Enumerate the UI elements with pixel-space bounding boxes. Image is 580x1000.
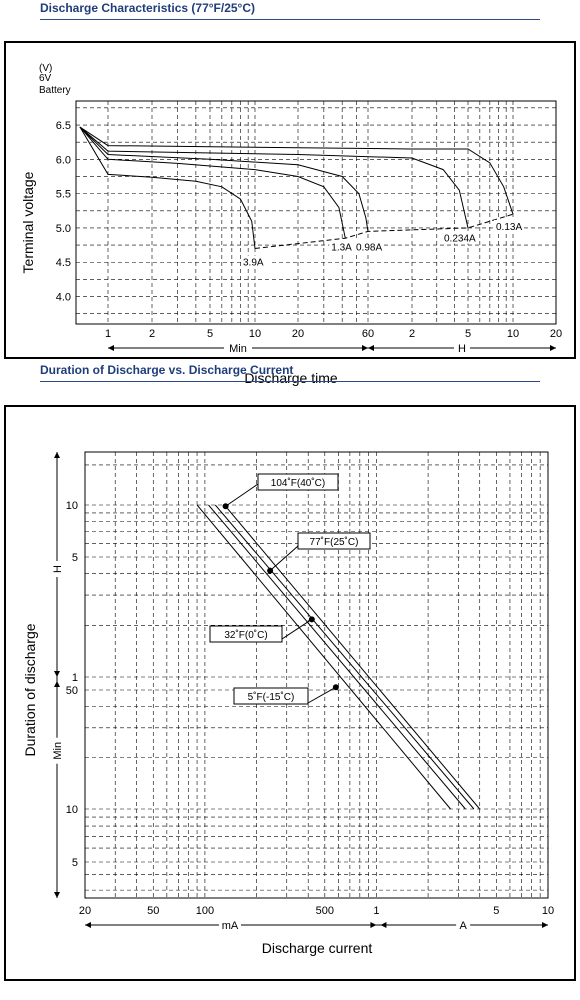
- x-tick-label: 60: [361, 328, 375, 340]
- range-arrowhead: [54, 681, 60, 687]
- range-arrowhead: [368, 345, 374, 351]
- x-tick-label: 2: [408, 328, 416, 340]
- x-tick-label: 10: [248, 328, 262, 340]
- y-unit-h: H: [52, 565, 64, 573]
- curve-label: 0.234A: [444, 233, 476, 245]
- annotation-leader: [308, 687, 336, 703]
- y-axis-title: Duration of discharge: [22, 623, 38, 757]
- y-tick-label: 5.0: [55, 222, 71, 235]
- y-axis-title: Terminal voltage: [20, 171, 36, 274]
- min-unit-label: Min: [229, 343, 247, 355]
- x-tick-label: 20: [291, 328, 305, 340]
- discharge-curve: [80, 127, 513, 214]
- range-arrowhead: [108, 345, 114, 351]
- y-tick-label: 50: [65, 685, 78, 697]
- range-arrowhead: [54, 452, 60, 458]
- annotation-leader: [270, 546, 298, 571]
- x-tick-label: 1: [104, 328, 112, 340]
- battery-label: Battery: [39, 85, 71, 96]
- range-arrowhead: [54, 671, 60, 677]
- x-tick-label: 5: [493, 905, 500, 917]
- duration-curve: [215, 505, 474, 809]
- x-tick-label: 10: [506, 328, 520, 340]
- range-arrowhead: [550, 345, 556, 351]
- x-tick-label: 5: [206, 328, 214, 340]
- y-tick-label: 1: [71, 672, 78, 684]
- x-tick-label: 500: [315, 905, 334, 917]
- annotation-label: 77˚F(25˚C): [309, 537, 359, 548]
- annotation-label: 32˚F(0˚C): [224, 630, 268, 641]
- annotation-arrowhead: [267, 568, 273, 574]
- a-unit-label: A: [459, 920, 467, 932]
- y-tick-label: 5: [71, 552, 78, 564]
- h-unit-label: H: [458, 343, 466, 355]
- y-tick-label: 6.0: [55, 154, 71, 167]
- annotation-arrowhead: [333, 684, 339, 690]
- annotation-leader: [226, 484, 258, 506]
- x-axis-title: Discharge current: [261, 940, 373, 956]
- discharge-curve: [80, 127, 368, 231]
- range-arrowhead: [380, 922, 386, 928]
- range-arrowhead: [362, 345, 368, 351]
- y-tick-label: 6.5: [55, 120, 71, 133]
- range-arrowhead: [54, 892, 60, 898]
- discharge-curve: [80, 127, 345, 238]
- duration-curve: [197, 505, 450, 809]
- annotation-arrowhead: [223, 503, 229, 509]
- annotation-label: 104˚F(40˚C): [270, 478, 326, 489]
- x-tick-label: 50: [147, 905, 160, 917]
- curve-label: 0.13A: [496, 221, 523, 233]
- curve-label: 1.3A: [331, 242, 352, 254]
- y-tick-label: 10: [65, 804, 78, 816]
- annotation-label: 5˚F(-15˚C): [247, 692, 295, 703]
- y-tick-label: 5.5: [55, 188, 71, 201]
- duration-curve: [225, 505, 480, 809]
- section-title-duration-vs-current: Duration of Discharge vs. Discharge Current: [40, 363, 294, 377]
- range-arrowhead: [542, 922, 548, 928]
- range-arrowhead: [370, 922, 376, 928]
- title-divider: [40, 19, 540, 20]
- ma-unit-label: mA: [221, 920, 239, 932]
- x-tick-label: 2: [148, 328, 156, 340]
- duration-vs-current-chart: [4, 405, 576, 981]
- title-divider-2: [40, 381, 540, 382]
- x-tick-label: 20: [78, 905, 92, 917]
- annotation-arrowhead: [309, 616, 315, 622]
- duration-curve: [209, 505, 466, 809]
- battery-voltage-label: 6V: [39, 73, 52, 84]
- range-arrowhead: [85, 922, 91, 928]
- x-axis-title: Discharge time: [244, 370, 338, 386]
- x-tick-label: 20: [549, 328, 563, 340]
- section-title-discharge-characteristics: Discharge Characteristics (77°F/25°C): [40, 1, 256, 15]
- plot-area: [76, 101, 556, 324]
- y-tick-label: 5: [71, 857, 78, 869]
- duration-vs-current-panel: [4, 405, 576, 981]
- x-tick-label: 100: [195, 905, 215, 917]
- x-tick-label: 5: [464, 328, 472, 340]
- curve-label: 3.9A: [243, 257, 264, 269]
- curve-label: 0.98A: [356, 242, 383, 254]
- plot-area: [85, 452, 548, 898]
- y-unit-label: (V): [39, 63, 53, 74]
- x-tick-label: 1: [373, 905, 380, 917]
- discharge-curve: [80, 127, 255, 248]
- x-tick-label: 10: [541, 905, 555, 917]
- y-unit-min: Min: [52, 741, 64, 760]
- y-tick-label: 4.0: [55, 291, 71, 304]
- y-tick-label: 10: [65, 500, 78, 512]
- y-tick-label: 4.5: [55, 257, 71, 270]
